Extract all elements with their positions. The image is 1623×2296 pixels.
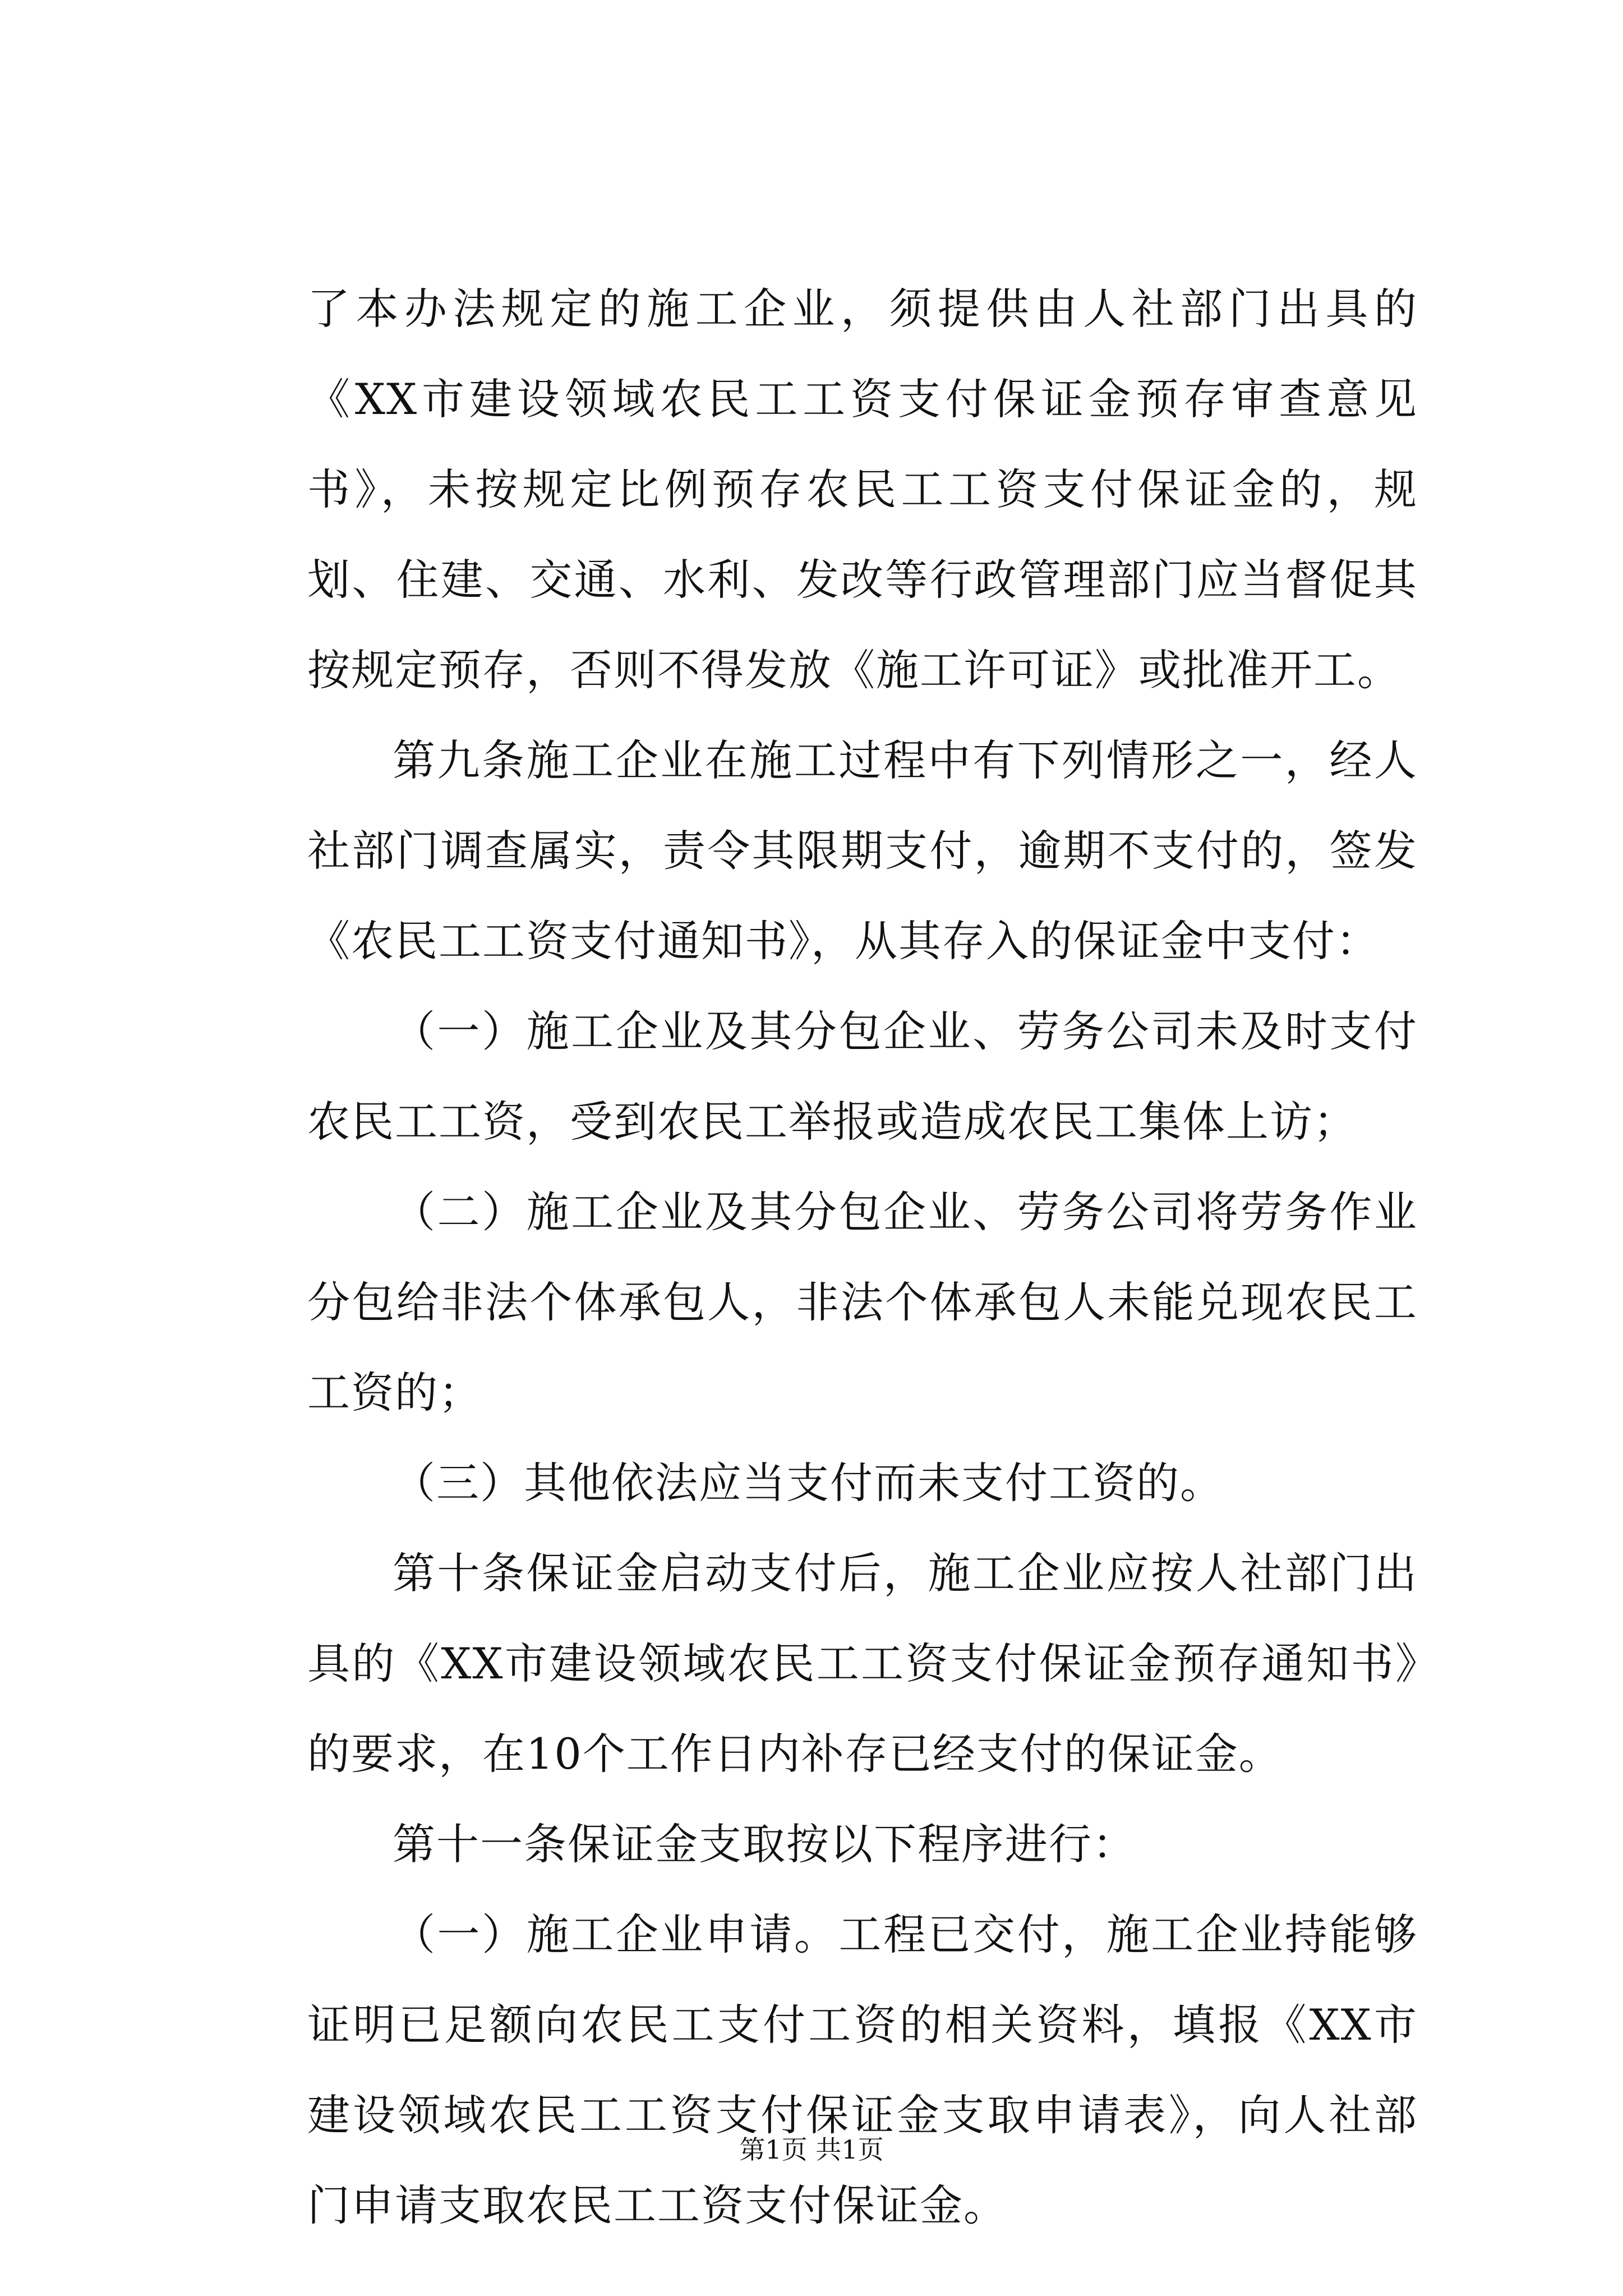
paragraph-article-10: 第十条保证金启动支付后，施工企业应按人社部门出具的《XX市建设领域农民工工资支付保证金预存通知书》的要求，在10个工作日内补存已经支付的保证金。 <box>307 1548 1418 1779</box>
paragraph-article-9-item-2: （二）施工企业及其分包企业、劳务公司将劳务作业分包给非法个体承包人，非法个体承包人未能兑现农民工工资的； <box>307 1187 1418 1418</box>
paragraph-article-11: 第十一条保证金支取按以下程序进行： <box>393 1819 1136 1869</box>
paragraph-continuation: 了本办法规定的施工企业，须提供由人社部门出具的《XX市建设领域农民工工资支付保证金预存审查意见书》，未按规定比例预存农民工工资支付保证金的，规划、住建、交通、水利、发改等行政管理部门应当督促其按规定预存，否则不得发放《施工许可证》或批准开工。 <box>307 284 1418 695</box>
paragraph-article-9: 第九条施工企业在施工过程中有下列情形之一，经人社部门调查属实，责令其限期支付，逾期不支付的，签发《农民工工资支付通知书》，从其存入的保证金中支付： <box>307 735 1418 966</box>
document-body <box>307 264 1418 2251</box>
paragraph-article-9-item-1: （一）施工企业及其分包企业、劳务公司未及时支付农民工工资，受到农民工举报或造成农民工集体上访； <box>307 1006 1418 1147</box>
paragraph-article-11-item-1: （一）施工企业申请。工程已交付，施工企业持能够证明已足额向农民工支付工资的相关资料，填报《XX市建设领域农民工工资支付保证金支取申请表》，向人社部门申请支取农民工工资支付保证金。 <box>307 1910 1418 2230</box>
paragraph-article-9-item-3: （三）其他依法应当支付而未支付工资的。 <box>393 1458 1224 1508</box>
page-footer: 第1页 共1页 <box>739 2134 884 2165</box>
